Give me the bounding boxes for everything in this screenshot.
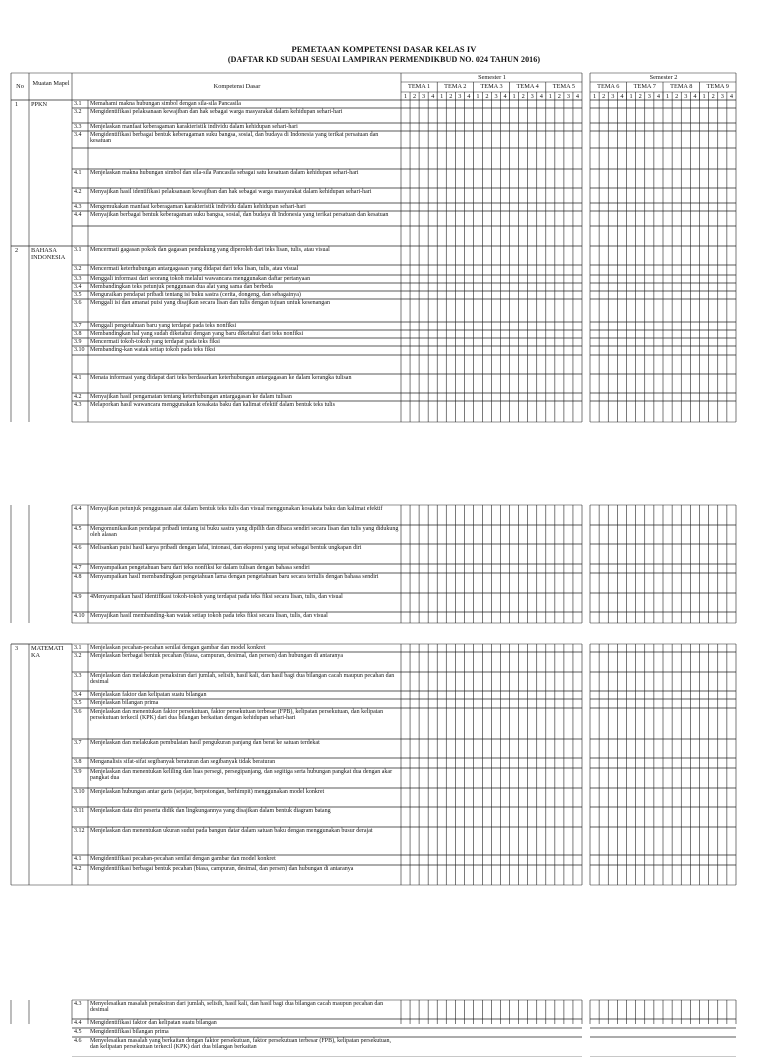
kd-description: Mengidentifikasi berbagai bentuk pecahan (biasa, campuran, desimal, dan persen) dan hubungan di antaranya [90, 866, 399, 886]
kd-description: Menjelaskan pecahan-pecahan senilai dengan gambar dan model konkret [90, 645, 399, 653]
header-subtema: 2 [555, 93, 564, 100]
header-subtema: 3 [608, 93, 617, 100]
kd-number: 3.2 [74, 266, 82, 273]
header-subtema: 2 [709, 93, 718, 100]
header-subtema: 1 [510, 93, 519, 100]
kd-number: 3.6 [74, 300, 82, 307]
kd-number: 3.9 [74, 769, 82, 776]
kd-description: Membandingkan teks petunjuk penggunaan dua alat yang sama dan berbeda [90, 284, 399, 292]
kd-description: Mencermati gagasan pokok dan gagasan pendukung yang diperoleh dari teks lisan, tulis, atau visual [90, 247, 399, 266]
header-tema-2: TEMA 2 [437, 83, 473, 90]
kd-number: 3.6 [74, 709, 82, 716]
kd-number: 3.5 [74, 292, 82, 299]
kd-description: Melaporkan hasil wawancara menggunakan kosakata baku dan kalimat efektif dalam bentuk teks tulis [90, 402, 399, 423]
kd-description: Mengidentifikasi pelaksanaan kewajiban dan hak sebagai warga masyarakat dalam kehidupan sehari-hari [90, 109, 399, 124]
kd-number: 4.9 [74, 594, 82, 601]
kd-number: 3.11 [74, 808, 84, 815]
kd-number: 3.8 [74, 759, 82, 766]
kd-number: 4.8 [74, 574, 82, 581]
header-subtema: 4 [727, 93, 736, 100]
document-title: PEMETAAN KOMPETENSI DASAR KELAS IV [0, 44, 768, 54]
header-subtema: 4 [537, 93, 546, 100]
kd-description: Menjelaskan data diri peserta didik dan lingkungannya yang disajikan dalam bentuk diagram batang [90, 808, 399, 828]
kd-description: Mencermati keterhubungan antargagasan yang didapat dari teks lisan, tulis, atau visual [90, 266, 399, 276]
kd-description: Menganalisis sifat-sifat segibanyak beraturan dan segibanyak tidak beraturan [90, 759, 399, 769]
kd-description: Menyajikan berbagai bentuk keberagaman suku bangsa, sosial, dan budaya di Indonesia yang terikat persatuan dan kesatuan [90, 212, 399, 227]
header-subtema: 3 [492, 93, 501, 100]
header-tema-1: TEMA 1 [401, 83, 437, 90]
subject-name: PPKN [31, 101, 71, 108]
header-tema-6: TEMA 6 [590, 83, 627, 90]
kd-description: Menjelaskan dan menentukan keliling dan luas persegi, persegipanjang, dan segitiga serta hubungan pangkat dua dengan akar pangkat dua [90, 769, 399, 789]
header-subtema: 3 [645, 93, 654, 100]
kd-number: 3.4 [74, 132, 82, 139]
header-subtema: 4 [501, 93, 510, 100]
kd-description: Mengidentifikasi berbagai bentuk keberagaman suku bangsa, sosial, dan budaya di Indonesia yang terikat persatuan dan kesatuan [90, 132, 399, 149]
kd-description: Mengidentifikasi bilangan prima [90, 1029, 399, 1038]
header-tema-5: TEMA 5 [546, 83, 582, 90]
kd-description: Menyajikan hasil membanding-kan watak setiap tokoh pada teks fiksi secara lisan, tulis, dan visual [90, 613, 399, 624]
header-subtema: 3 [455, 93, 464, 100]
header-subtema: 4 [690, 93, 699, 100]
kd-description: Membanding-kan watak setiap tokoh pada teks fiksi [90, 347, 399, 356]
header-subtema: 4 [464, 93, 473, 100]
kd-description: Menjelaskan manfaat keberagaman karakteristik individu dalam kehidupan sehari-hari [90, 124, 399, 132]
kd-description: Menjelaskan makna hubungan simbol dan sila-sila Pancasila sebagai satu kesatuan dalam kehidupan sehari-hari [90, 170, 399, 189]
header-mapel: Muatan Mapel [30, 80, 72, 87]
header-subtema: 3 [564, 93, 573, 100]
header-subtema: 4 [654, 93, 663, 100]
header-tema-3: TEMA 3 [473, 83, 509, 90]
row-number: 3 [15, 645, 18, 652]
header-subtema: 2 [410, 93, 419, 100]
kd-number: 4.2 [74, 394, 82, 401]
header-subtema: 3 [718, 93, 727, 100]
kd-description: Menjelaskan dan melakukan pembulatan hasil pengukuran panjang dan berat ke satuan terdekat [90, 740, 399, 759]
subject-name: MATEMATI KA [31, 645, 71, 659]
header-subtema: 1 [590, 93, 599, 100]
header-subtema: 4 [617, 93, 626, 100]
header-subtema: 2 [672, 93, 681, 100]
kd-number: 4.2 [74, 189, 82, 196]
kd-description: Menjelaskan dan melakukan penaksiran dari jumlah, selisih, hasil kali, dan hasil bagi dua bilangan cacah maupun pecahan dan desimal [90, 673, 399, 692]
header-semester-1: Semester 1 [402, 74, 582, 81]
kd-description: Memahami makna hubungan simbol dengan sila-sila Pancasila [90, 101, 399, 109]
kd-description: Menguraikan pendapat pribadi tentang isi buku sastra (cerita, dongeng, dan sebagainya) [90, 292, 399, 300]
kd-number: 4.4 [74, 506, 82, 513]
kd-number: 4.1 [74, 856, 82, 863]
header-subtema: 2 [636, 93, 645, 100]
kd-number: 4.6 [74, 1038, 82, 1045]
header-subtema: 3 [419, 93, 428, 100]
kd-description: Membandingkan hal yang sudah diketahui dengan yang baru diketahui dari teks nonfiksi [90, 331, 399, 339]
kd-description: Mengidentifikasi pecahan-pecahan senilai dengan gambar dan model konkret [90, 856, 399, 866]
kd-description: Menyelesaikan masalah penaksiran dari jumlah, selisih, hasil kali, dan hasil bagi dua bilangan cacah maupun pecahan dan desimal [90, 1001, 399, 1020]
header-subtema: 3 [528, 93, 537, 100]
header-no: No [11, 83, 29, 90]
kd-description: Menjelaskan dan menentukan ukuran sudut pada bangun datar dalam satuan baku dengan menggunakan busur derajat [90, 828, 399, 856]
kd-number: 4.1 [74, 375, 82, 382]
kd-number: 4.6 [74, 545, 82, 552]
kd-description: 4Menyampaikan hasil identifikasi tokoh-tokoh yang terdapat pada teks fiksi secara lisan, tulis, dan visual [90, 594, 399, 613]
header-tema-4: TEMA 4 [510, 83, 546, 90]
kd-number: 3.2 [74, 109, 82, 116]
row-number: 2 [15, 247, 18, 254]
kd-description: Mengidentifikasi faktor dan kelipatan suatu bilangan [90, 1020, 399, 1029]
kd-number: 3.4 [74, 284, 82, 291]
header-subtema: 1 [700, 93, 709, 100]
kd-number: 3.12 [74, 828, 85, 835]
kd-number: 4.1 [74, 170, 82, 177]
header-subtema: 2 [519, 93, 528, 100]
kd-description: Mengemukakan manfaat keberagaman karakteristik individu dalam kehidupan sehari-hari [90, 204, 399, 212]
header-tema-9: TEMA 9 [700, 83, 737, 90]
kd-description: Menyajikan hasil pengamatan tentang keterhubungan antargagasan ke dalam tulisan [90, 394, 399, 402]
header-semester-2: Semester 2 [591, 74, 736, 81]
kd-description: Menggali pengetahuan baru yang terdapat pada teks nonfiksi [90, 323, 399, 331]
kd-number: 3.4 [74, 692, 82, 699]
kd-description: Menjelaskan faktor dan kelipatan suatu bilangan [90, 692, 399, 700]
kd-description: Menggali informasi dari seorang tokoh melalui wawancara menggunakan daftar pertanyaan [90, 276, 399, 284]
kd-number: 4.5 [74, 1029, 82, 1036]
kd-description: Mengomunikasikan pendapat pribadi tentang isi buku sastra yang dipilih dan dibaca sendiri secara lisan dan tulis yang didukung oleh alasan [90, 526, 399, 545]
header-subtema: 1 [627, 93, 636, 100]
header-subtema: 1 [546, 93, 555, 100]
kd-description: Menyajikan petunjuk penggunaan alat dalam bentuk teks tulis dan visual menggunakan kosakata baku dan kalimat efektif [90, 506, 399, 526]
kd-number: 3.3 [74, 276, 82, 283]
kd-number: 3.10 [74, 789, 85, 796]
header-subtema: 4 [573, 93, 582, 100]
header-subtema: 2 [446, 93, 455, 100]
header-subtema: 1 [401, 93, 410, 100]
header-tema-8: TEMA 8 [663, 83, 700, 90]
kd-number: 4.3 [74, 1001, 82, 1008]
kd-number: 3.7 [74, 740, 82, 747]
header-subtema: 2 [599, 93, 608, 100]
kd-number: 3.9 [74, 339, 82, 346]
kd-number: 4.7 [74, 565, 82, 572]
kd-description: Menjelaskan bilangan prima [90, 700, 399, 709]
kd-description: Menyelesaikan masalah yang berkaitan dengan faktor persekutuan, faktor persekutuan terbesar (FPB), kelipatan persekutuan, dan kelipatan persekutuan terkecil (KPK) dari dua bilangan berkaitan [90, 1038, 399, 1057]
kd-number: 4.4 [74, 212, 82, 219]
kd-number: 4.2 [74, 866, 82, 873]
kd-description: Menata informasi yang didapat dari teks berdasarkan keterhubungan antargagasan ke dalam kerangka tulisan [90, 375, 399, 394]
header-kd: Kompetensi Dasar [73, 83, 401, 90]
header-subtema: 1 [437, 93, 446, 100]
kd-number: 4.3 [74, 204, 82, 211]
header-subtema: 1 [663, 93, 672, 100]
header-subtema: 3 [681, 93, 690, 100]
kd-number: 3.1 [74, 101, 82, 108]
header-subtema: 4 [428, 93, 437, 100]
kd-description: Melisankan puisi hasil karya pribadi dengan lafal, intonasi, dan ekspresi yang tepat sebagai bentuk ungkapan diri [90, 545, 399, 565]
header-subtema: 2 [482, 93, 491, 100]
kd-number: 3.1 [74, 247, 82, 254]
kd-number: 3.7 [74, 323, 82, 330]
kd-description: Menjelaskan dan menentukan faktor persekutuan, faktor persekutuan terbesar (FPB), kelipatan persekutuan, dan kelipatan persekutuan terkecil (KPK) dari dua bilangan berkaitan dengan kehidupan sehari-hari [90, 709, 399, 740]
kd-number: 3.10 [74, 347, 85, 354]
kd-number: 3.3 [74, 124, 82, 131]
header-subtema: 1 [473, 93, 482, 100]
kd-description: Menyampaikan hasil membandingkan pengetahuan lama dengan pengetahuan baru secara tertulis dengan bahasa sendiri [90, 574, 399, 594]
kd-number: 3.2 [74, 653, 82, 660]
kd-description: Menggali isi dan amanat puisi yang disajikan secara lisan dan tulis dengan tujuan untuk kesenangan [90, 300, 399, 323]
subject-name: BAHASA INDONESIA [31, 247, 71, 261]
header-tema-7: TEMA 7 [627, 83, 664, 90]
kd-number: 3.1 [74, 645, 82, 652]
kd-number: 3.5 [74, 700, 82, 707]
kd-number: 4.10 [74, 613, 85, 620]
document-subtitle: (DAFTAR KD SUDAH SESUAI LAMPIRAN PERMENDIKBUD NO. 024 TAHUN 2016) [0, 55, 768, 64]
kd-number: 3.3 [74, 673, 82, 680]
kd-description: Mencermati tokoh-tokoh yang terdapat pada teks fiksi [90, 339, 399, 347]
kd-description: Menjelaskan berbagai bentuk pecahan (biasa, campuran, desimal, dan persen) dan hubungan di antaranya [90, 653, 399, 673]
kd-number: 4.4 [74, 1020, 82, 1027]
kd-number: 4.5 [74, 526, 82, 533]
kd-description: Menjelaskan hubungan antar garis (sejajar, berpotongan, berhimpit) menggunakan model konkret [90, 789, 399, 808]
kd-number: 3.8 [74, 331, 82, 338]
row-number: 1 [15, 101, 18, 108]
kd-description: Menyajikan hasil identifikasi pelaksanaan kewajiban dan hak sebagai warga masyarakat dalam kehidupan sehari-hari [90, 189, 399, 204]
kd-number: 4.3 [74, 402, 82, 409]
kd-description: Menyampaikan pengetahuan baru dari teks nonfiksi ke dalam tulisan dengan bahasa sendiri [90, 565, 399, 574]
